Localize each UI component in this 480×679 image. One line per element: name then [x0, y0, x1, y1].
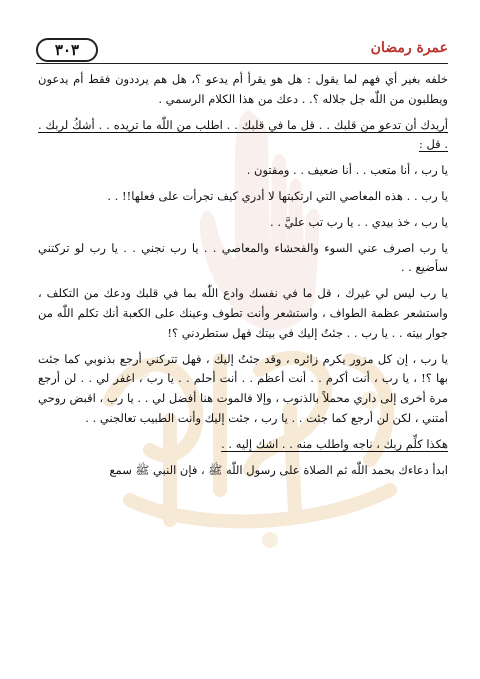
paragraph: يا رب اصرف عني السوء والفحشاء والمعاصي . . يا رب نجني . . يا رب لو تركتني سأضيع . .: [38, 240, 448, 275]
header-divider: [36, 63, 448, 64]
paragraph: هكذا كلِّم ربك ، ناجه واطلب منه . . اشك إليه . .: [221, 436, 448, 451]
paragraph: يا رب ، أنا متعب . . أنا ضعيف . . ومفتون .: [246, 163, 448, 178]
paragraph: ابدأ دعاءك بحمد اللّٰه ثم الصلاة على رسول اللّٰه ﷺ ، فإن النبي ﷺ سمع: [109, 462, 448, 477]
paragraph: يا رب ، إن كل مزور يكرم زائره ، وقد جئتُ إليك ، فهل تتركني أرجع بذنوبي كما جئت بها ؟! ، يا رب ، أنت أكرم . . أنت أعظم . . أنت أحلم . . يا رب ، اغفر لي . . لن أرجع مرة أخرى إلى داري محملاً بالذنوب ، وإلا فالموت هنا أفضل لي . . يا رب ، اقبض روحي أمتني ، لكن لن أرجع كما جئت . . يا رب ، جئت إليك وأنت الطبيب تعالجني . .: [38, 351, 448, 425]
book-title: عمرة رمضان: [370, 40, 448, 56]
page-number: ٣٠٣: [36, 38, 98, 62]
page-body: [38, 70, 448, 483]
paragraph: أريدك أن تدعو من قلبك . . قل ما في قلبك . . اطلب من اللّٰه ما تريده . . أشكُ لربك . . قل :: [38, 117, 448, 152]
paragraph: خلفه بغير أي فهم لما يقول : هل هو يقرأ أم يدعو ؟، هل هم يرددون فقط أم يدعون ويطلبون من اللّٰه جل جلاله ؟. . دعك من هذا الكلام الرسمي .: [38, 72, 448, 106]
paragraph: يا رب ، خذ بيدي . . يا رب تب عليَّ . .: [270, 214, 448, 229]
page-header: [36, 38, 448, 64]
paragraph: يا رب . . هذه المعاصي التي ارتكبتها لا أدري كيف تجرأت على فعلها!! . .: [107, 188, 448, 203]
paragraph: يا رب ليس لي غيرك ، قل ما في نفسك وادع اللّٰه بما في قلبك ودعك من التكلف ، واستشعر عظمة الطواف ، واستشعر وأنت تطوف وعينك على الكعبة أنك تكلم اللّٰه من جوار بيته . . يا رب . . جئتُ إليك في بيتك فهل ستطردني ؟!: [38, 286, 448, 340]
